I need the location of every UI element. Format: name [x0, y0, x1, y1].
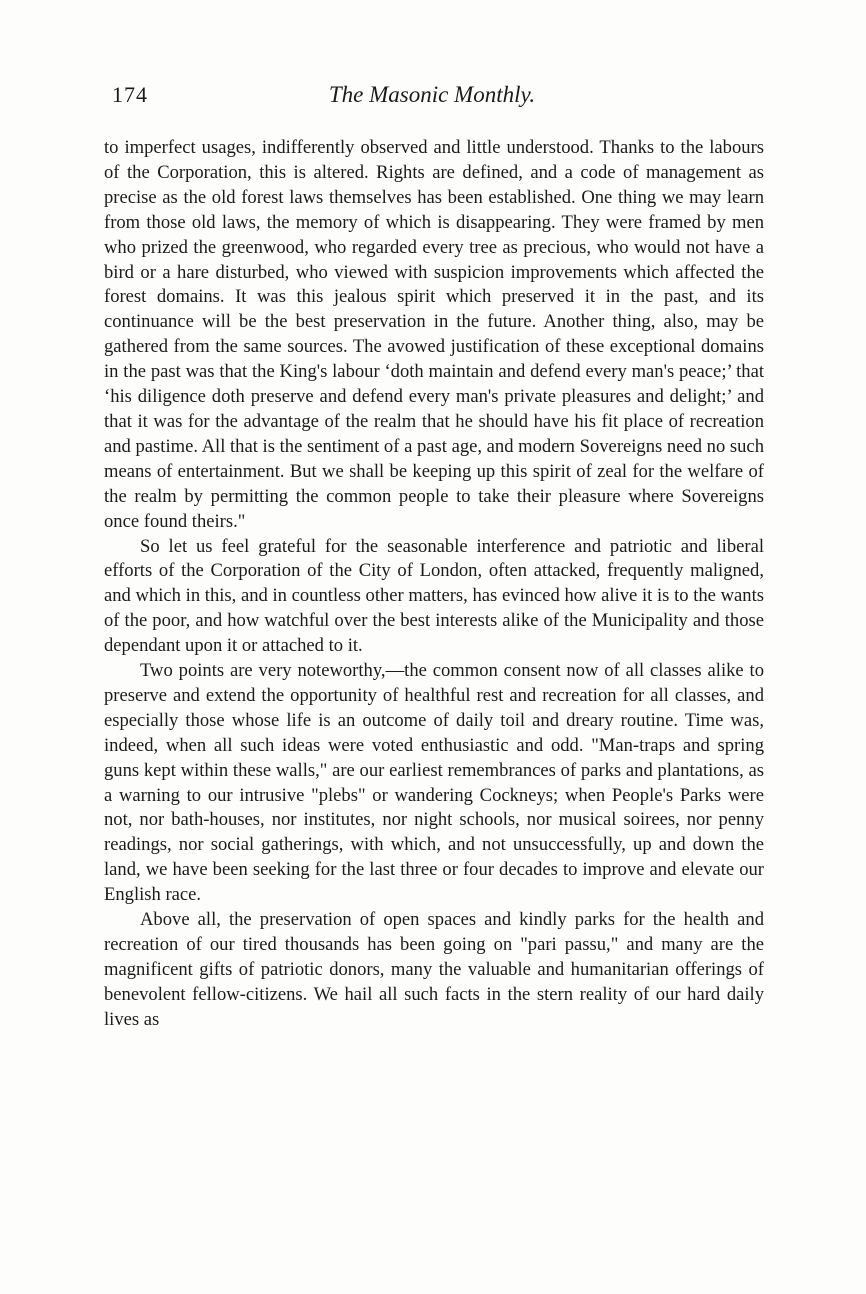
running-title: The Masonic Monthly.: [328, 82, 536, 107]
paragraph-two-points: Two points are very noteworthy,—the common consent now of all classes alike to preserve and extend the opportunity of healthful rest and recreation for all classes, and especially those whose life is an outcome of daily toil and dreary routine. Time was, indeed, when all such ideas were voted enthusiastic and odd. "Man-traps and spring guns kept within these walls," are our earliest remembrances of parks and plantations, as a warning to our intrusive "plebs" or wandering Cockneys; when People's Parks were not, nor bath-houses, nor institutes, nor night schools, nor musical soirees, nor penny readings, nor social gatherings, with which, and not unsuccessfully, up and down the land, we have been seeking for the last three or four decades to improve and elevate our English race.: [104, 660, 764, 906]
paragraph-continuation: to imperfect usages, indifferently observed and little understood. Thanks to the labours of the Corporation, this is altered. Rights are defined, and a code of management as precise as the old forest laws themselves has been established. One thing we may learn from those old laws, the memory of which is disappearing. They were framed by men who prized the greenwood, who regarded every tree as precious, who would not have a bird or a hare disturbed, who viewed with suspicion improvements which affected the forest domains. It was this jealous spirit which preserved it in the past, and its continuance will be the best preservation in the future. Another thing, also, may be gathered from the same sources. The avowed justification of these exceptional domains in the past was that the King's labour ‘doth maintain and defend every man's peace;’ that ‘his diligence doth preserve and defend every man's private pleasures and delight;’ and that it was for the advantage of the realm that he should have his fit place of recreation and pastime. All that is the sentiment of a past age, and modern Sovereigns need no such means of entertainment. But we shall be keeping up this spirit of zeal for the welfare of the realm by permitting the common people to take their pleasure where Sovereigns once found theirs.": [104, 137, 764, 532]
page-number: 174: [112, 82, 148, 107]
paragraph-open-spaces: Above all, the preservation of open spaces and kindly parks for the health and recreation of our tired thousands has been going on "pari passu," and many are the magnificent gifts of patriotic donors, many the valuable and humanitarian offerings of benevolent fellow-citizens. We hail all such facts in the stern reality of our hard daily lives as: [104, 909, 764, 1030]
body-text: [104, 136, 764, 1033]
page-header: [96, 82, 768, 114]
paragraph-corporation-gratitude: So let us feel grateful for the seasonable interference and patriotic and liberal efforts of the Corporation of the City of London, often attacked, frequently maligned, and which in this, and in countless other matters, has evinced how alive it is to the wants of the poor, and how watchful over the best interests alike of the Municipality and those dependant upon it or attached to it.: [104, 535, 764, 657]
